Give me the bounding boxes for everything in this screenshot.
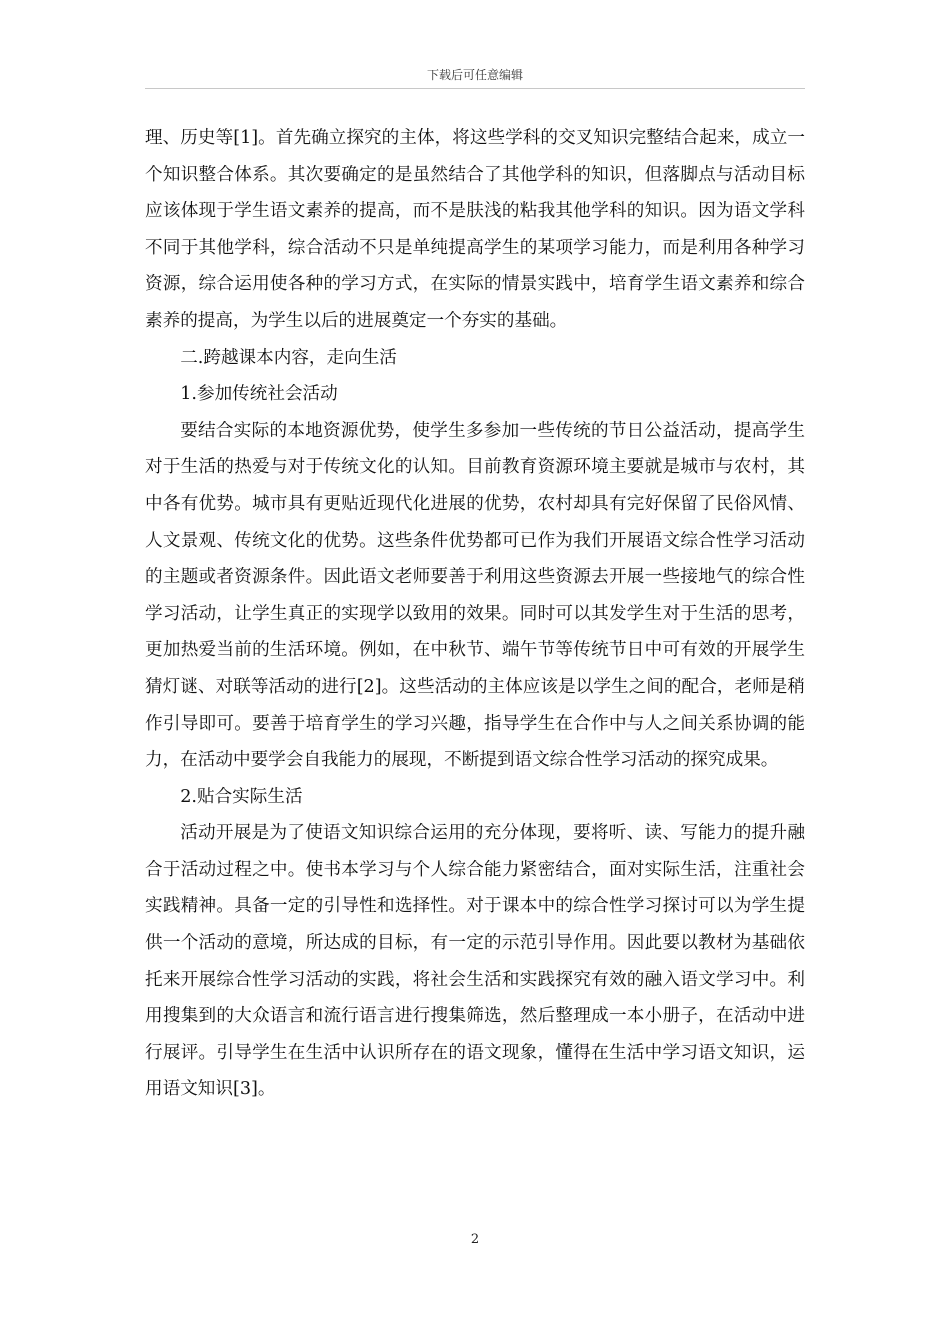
paragraph-continued: 理、历史等[1]。首先确立探究的主体，将这些学科的交叉知识完整结合起来，成立一个知识整合体系。其次要确定的是虽然结合了其他学科的知识，但落脚点与活动目标应该体现于学生语文素养的提高，而不是肤浅的粘我其他学科的知识。因为语文学科不同于其他学科，综合活动不只是单纯提高学生的某项学习能力，而是利用各种学习资源，综合运用使各种的学习方式，在实际的情景实践中，培育学生语文素养和综合素养的提高，为学生以后的进展奠定一个夯实的基础。: [145, 128, 805, 331]
subsection-heading: 1.参加传统社会活动: [180, 384, 338, 405]
page-header: [0, 65, 950, 85]
document-body: [145, 120, 805, 1108]
subsection-heading: 2.贴合实际生活: [180, 786, 303, 807]
header-divider: [145, 88, 805, 89]
header-text: 下载后可任意编辑: [426, 68, 523, 82]
paragraph: 活动开展是为了使语文知识综合运用的充分体现，要将听、读、写能力的提升融合于活动过程之中。使书本学习与个人综合能力紧密结合，面对实际生活，注重社会实践精神。具备一定的引导性和选择性。对于课本中的综合性学习探讨可以为学生提供一个活动的意境，所达成的目标，有一定的示范引导作用。因此要以教材为基础依托来开展综合性学习活动的实践，将社会生活和实践探究有效的融入语文学习中。利用搜集到的大众语言和流行语言进行搜集筛选，然后整理成一本小册子，在活动中进行展评。引导学生在生活中认识所存在的语文现象，懂得在生活中学习语文知识，运用语文知识[3]。: [145, 823, 805, 1100]
page-number: 2: [470, 1232, 480, 1247]
paragraph: 要结合实际的本地资源优势，使学生多参加一些传统的节日公益活动，提高学生对于生活的热爱与对于传统文化的认知。目前教育资源环境主要就是城市与农村，其中各有优势。城市具有更贴近现代化进展的优势，农村却具有完好保留了民俗风情、人文景观、传统文化的优势。这些条件优势都可已作为我们开展语文综合性学习活动的主题或者资源条件。因此语文老师要善于利用这些资源去开展一些接地气的综合性学习活动，让学生真正的实现学以致用的效果。同时可以其发学生对于生活的思考，更加热爱当前的生活环境。例如，在中秋节、端午节等传统节日中可有效的开展学生猜灯谜、对联等活动的进行[2]。这些活动的主体应该是以学生之间的配合，老师是稍作引导即可。要善于培育学生的学习兴趣，指导学生在合作中与人之间关系协调的能力，在活动中要学会自我能力的展现，不断提到语文综合性学习活动的探究成果。: [145, 420, 805, 771]
section-heading: 二.跨越课本内容，走向生活: [180, 347, 397, 368]
